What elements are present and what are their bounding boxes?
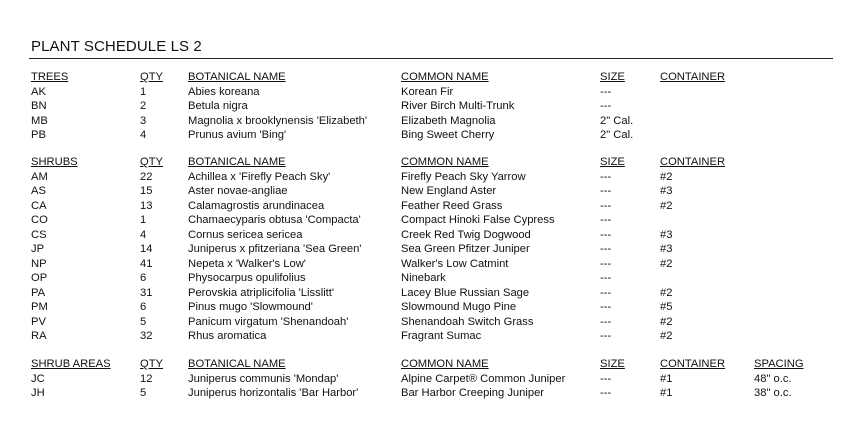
table-row — [0, 300, 861, 315]
plant-container: #2 — [660, 257, 673, 270]
common-name: Walker's Low Catmint — [401, 257, 509, 270]
qty-header: QTY — [140, 71, 163, 83]
plant-spacing: 38" o.c. — [754, 387, 792, 399]
botanical-name: Cornus sericea sericea — [188, 228, 303, 241]
section-header-row — [0, 357, 861, 372]
common-name: Bing Sweet Cherry — [401, 129, 495, 141]
table-row — [0, 372, 861, 387]
plant-container: #5 — [660, 301, 673, 313]
botanical-name: Juniperus communis 'Mondap' — [188, 372, 339, 385]
plant-code: RA — [31, 330, 47, 342]
botanical-name: Nepeta x 'Walker's Low' — [188, 257, 306, 270]
table-row — [0, 329, 861, 344]
size-header: SIZE — [600, 71, 625, 83]
botanical-header: BOTANICAL NAME — [188, 71, 286, 83]
table-row — [0, 128, 861, 143]
botanical-name: Betula nigra — [188, 100, 248, 112]
section-shrubs — [0, 155, 861, 344]
plant-code: AK — [31, 85, 46, 98]
common-name: Firefly Peach Sky Yarrow — [401, 170, 526, 183]
plant-spacing: 48" o.c. — [754, 372, 792, 385]
plant-container: #1 — [660, 387, 673, 399]
table-row — [0, 213, 861, 228]
plant-size: --- — [600, 170, 612, 183]
botanical-name: Calamagrostis arundinacea — [188, 199, 325, 212]
plant-qty: 4 — [140, 228, 147, 241]
plant-qty: 4 — [140, 129, 147, 141]
plant-qty: 32 — [140, 330, 153, 342]
table-row — [0, 242, 861, 257]
plant-qty: 6 — [140, 272, 147, 284]
plant-size: --- — [600, 330, 612, 342]
title-divider — [29, 58, 833, 59]
plant-qty: 13 — [140, 199, 153, 212]
botanical-header: BOTANICAL NAME — [188, 156, 286, 168]
botanical-name: Perovskia atriplicifolia 'Lisslitt' — [188, 286, 335, 299]
plant-container: #3 — [660, 243, 673, 255]
plant-qty: 3 — [140, 114, 147, 127]
table-row — [0, 199, 861, 214]
plant-qty: 14 — [140, 243, 153, 255]
size-header: SIZE — [600, 156, 625, 168]
plant-code: MB — [31, 114, 48, 127]
plant-code: PB — [31, 129, 46, 141]
common-name: Korean Fir — [401, 85, 454, 98]
qty-header: QTY — [140, 358, 163, 370]
plant-qty: 12 — [140, 372, 153, 385]
plant-qty: 1 — [140, 214, 147, 226]
spacing-header: SPACING — [754, 358, 804, 370]
plant-code: JP — [31, 243, 45, 255]
plant-qty: 2 — [140, 100, 147, 112]
botanical-name: Rhus aromatica — [188, 330, 267, 342]
plant-container: #2 — [660, 170, 673, 183]
botanical-name: Magnolia x brooklynensis 'Elizabeth' — [188, 114, 368, 127]
plant-code: CS — [31, 228, 47, 241]
common-name: Creek Red Twig Dogwood — [401, 228, 531, 241]
table-row — [0, 99, 861, 114]
plant-code: JC — [31, 372, 45, 385]
table-row — [0, 386, 861, 401]
plant-container: #2 — [660, 330, 673, 342]
plant-code: CO — [31, 214, 48, 226]
table-row — [0, 271, 861, 286]
plant-qty: 15 — [140, 185, 153, 197]
common-header: COMMON NAME — [401, 156, 489, 168]
common-header: COMMON NAME — [401, 71, 489, 83]
section-shrub-areas — [0, 357, 861, 401]
container-header: CONTAINER — [660, 358, 726, 370]
section-label: SHRUBS — [31, 156, 78, 168]
botanical-name: Juniperus x pfitzeriana 'Sea Green' — [188, 243, 362, 255]
plant-container: #3 — [660, 185, 673, 197]
section-header-row — [0, 70, 861, 85]
qty-header: QTY — [140, 156, 163, 168]
plant-container: #2 — [660, 199, 673, 212]
botanical-name: Prunus avium 'Bing' — [188, 129, 287, 141]
plant-code: NP — [31, 257, 47, 270]
plant-size: --- — [600, 185, 612, 197]
plant-size: --- — [600, 315, 612, 328]
section-trees — [0, 70, 861, 143]
plant-size: --- — [600, 387, 612, 399]
common-name: Fragrant Sumac — [401, 330, 482, 342]
common-name: River Birch Multi-Trunk — [401, 100, 515, 112]
plant-size: --- — [600, 228, 612, 241]
plant-code: PM — [31, 301, 48, 313]
common-name: Lacey Blue Russian Sage — [401, 286, 530, 299]
botanical-name: Panicum virgatum 'Shenandoah' — [188, 315, 349, 328]
plant-qty: 1 — [140, 85, 147, 98]
plant-size: --- — [600, 85, 612, 98]
common-name: Shenandoah Switch Grass — [401, 315, 534, 328]
section-label: SHRUB AREAS — [31, 358, 111, 370]
common-name: Ninebark — [401, 272, 446, 284]
botanical-name: Achillea x 'Firefly Peach Sky' — [188, 170, 331, 183]
plant-container: #2 — [660, 315, 673, 328]
table-row — [0, 228, 861, 243]
plant-size: --- — [600, 243, 612, 255]
table-row — [0, 170, 861, 185]
plant-code: BN — [31, 100, 47, 112]
plant-code: CA — [31, 199, 47, 212]
section-header-row — [0, 155, 861, 170]
plant-size: 2" Cal. — [600, 129, 634, 141]
plant-qty: 31 — [140, 286, 153, 299]
plant-size: 2" Cal. — [600, 114, 634, 127]
botanical-name: Physocarpus opulifolius — [188, 272, 306, 284]
botanical-name: Aster novae-angliae — [188, 185, 288, 197]
botanical-name: Abies koreana — [188, 85, 260, 98]
size-header: SIZE — [600, 358, 625, 370]
botanical-name: Juniperus horizontalis 'Bar Harbor' — [188, 387, 359, 399]
common-name: Alpine Carpet® Common Juniper — [401, 372, 566, 385]
plant-qty: 6 — [140, 301, 147, 313]
botanical-header: BOTANICAL NAME — [188, 358, 286, 370]
plant-size: --- — [600, 301, 612, 313]
plant-code: AM — [31, 170, 48, 183]
plant-qty: 22 — [140, 170, 153, 183]
common-name: Sea Green Pfitzer Juniper — [401, 243, 530, 255]
plant-size: --- — [600, 214, 612, 226]
plant-size: --- — [600, 257, 612, 270]
schedule-title: PLANT SCHEDULE LS 2 — [31, 38, 202, 55]
plant-size: --- — [600, 199, 612, 212]
plant-size: --- — [600, 100, 612, 112]
container-header: CONTAINER — [660, 71, 726, 83]
plant-code: PA — [31, 286, 46, 299]
table-row — [0, 257, 861, 272]
common-name: Feather Reed Grass — [401, 199, 503, 212]
common-name: New England Aster — [401, 185, 497, 197]
common-name: Bar Harbor Creeping Juniper — [401, 387, 545, 399]
plant-container: #3 — [660, 228, 673, 241]
plant-code: PV — [31, 315, 46, 328]
table-row — [0, 286, 861, 301]
section-label: TREES — [31, 71, 69, 83]
common-name: Elizabeth Magnolia — [401, 114, 496, 127]
plant-code: JH — [31, 387, 45, 399]
botanical-name: Pinus mugo 'Slowmound' — [188, 301, 313, 313]
table-row — [0, 315, 861, 330]
plant-code: OP — [31, 272, 48, 284]
table-row — [0, 85, 861, 100]
plant-container: #1 — [660, 372, 673, 385]
plant-size: --- — [600, 272, 612, 284]
plant-qty: 41 — [140, 257, 153, 270]
plant-code: AS — [31, 185, 46, 197]
table-row — [0, 114, 861, 129]
common-header: COMMON NAME — [401, 358, 489, 370]
plant-container: #2 — [660, 286, 673, 299]
plant-size: --- — [600, 372, 612, 385]
common-name: Compact Hinoki False Cypress — [401, 214, 555, 226]
botanical-name: Chamaecyparis obtusa 'Compacta' — [188, 214, 361, 226]
container-header: CONTAINER — [660, 156, 726, 168]
plant-qty: 5 — [140, 387, 147, 399]
plant-size: --- — [600, 286, 612, 299]
table-row — [0, 184, 861, 199]
common-name: Slowmound Mugo Pine — [401, 301, 517, 313]
plant-qty: 5 — [140, 315, 147, 328]
